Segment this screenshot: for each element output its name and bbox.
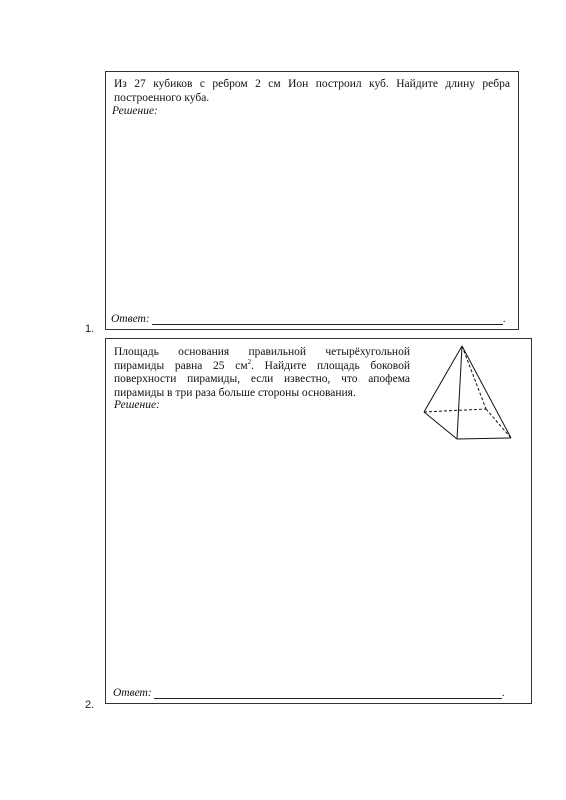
problem-2-number: 2. <box>85 699 95 711</box>
problem-2-answer-field[interactable] <box>154 687 502 699</box>
problem-1-solution-label: Решение: <box>112 105 158 117</box>
problem-1-answer-row <box>111 313 506 325</box>
problem-1-box <box>105 71 519 330</box>
problem-2-answer-end: . <box>501 687 505 699</box>
problem-1-answer-label: Ответ: <box>111 313 150 325</box>
pyramid-hidden-edge <box>486 409 511 438</box>
square-pyramid-figure <box>420 342 520 442</box>
problem-1-answer-end: . <box>502 313 506 325</box>
pyramid-edge <box>424 412 457 439</box>
pyramid-hidden-edge <box>462 346 486 409</box>
problem-2-text-part-2: . Найдите площадь боковой поверхности пирамиды, если известно, что апофема пирамиды в три раза больше стороны основания. <box>114 359 410 399</box>
pyramid-edge <box>457 346 462 439</box>
problem-1-number: 1. <box>85 323 95 335</box>
pyramid-hidden-edge <box>424 409 486 412</box>
pyramid-edge <box>424 346 462 412</box>
problem-2-text-part-1: Площадь основания правильной четырёхугольной пирамиды равна 25 см <box>114 346 410 372</box>
problem-2-text <box>114 346 410 400</box>
problem-2-text-sup: 2 <box>247 357 252 366</box>
problem-1-answer-field[interactable] <box>152 313 503 325</box>
problem-1-text: Из 27 кубиков с ребром 2 см Ион построил куб. Найдите длину ребра построенного куба. <box>114 78 510 104</box>
problem-2-answer-label: Ответ: <box>113 687 152 699</box>
pyramid-edge <box>457 438 511 439</box>
pyramid-edge <box>462 346 511 438</box>
problem-2-solution-label: Решение: <box>114 399 160 411</box>
problem-2-answer-row <box>113 687 505 699</box>
